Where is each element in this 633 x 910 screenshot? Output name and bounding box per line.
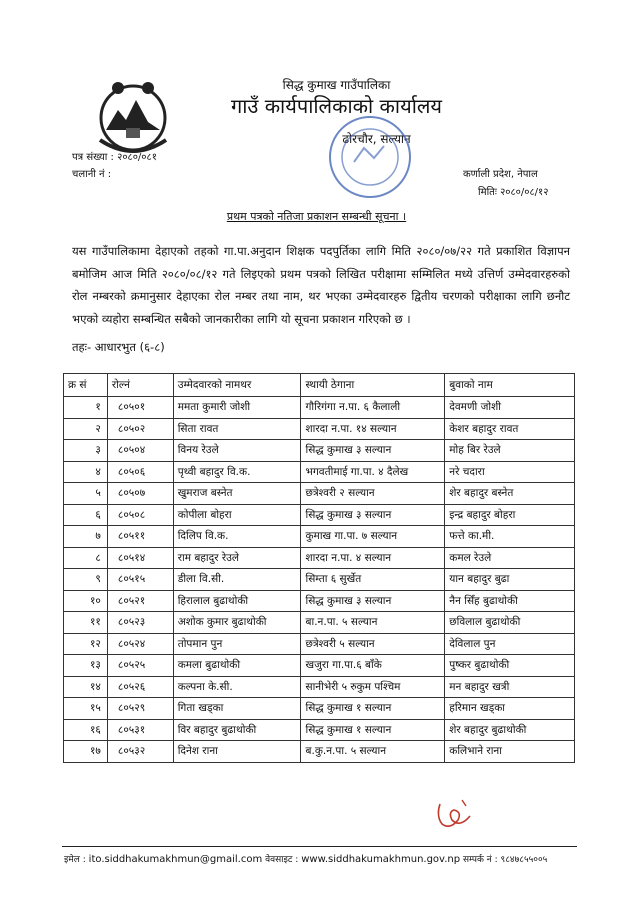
cell-roll: ८०५०७ [107, 483, 173, 505]
cell-father-name: पुष्कर बुढाथोकी [445, 655, 575, 677]
office-stamp-icon [324, 112, 416, 202]
cell-roll: ८०५१४ [107, 547, 173, 569]
notice-title: प्रथम पत्रको नतिजा प्रकाशन सम्बन्धी सूचना । [226, 210, 407, 223]
cell-name: गिता खड्का [173, 698, 301, 720]
cell-name: विर बहादुर बुढाथोकी [173, 719, 301, 741]
table-row [64, 741, 575, 763]
cell-name: सिता रावत [173, 418, 301, 440]
table-row [64, 655, 575, 677]
cell-father-name: शेर बहादुर बुढाथोकी [445, 719, 575, 741]
table-row [64, 397, 575, 419]
footer-email: ito.siddhakumakhmun@gmail.com [88, 854, 263, 865]
cell-father-name: इन्द्र बहादुर बोहरा [445, 504, 575, 526]
results-table [63, 373, 575, 763]
cell-father-name: नैन सिँह बुढाथोकी [445, 590, 575, 612]
office-location: ढोरचौर, सल्यान [342, 132, 411, 146]
cell-roll: ८०५०८ [107, 504, 173, 526]
cell-roll: ८०५०६ [107, 461, 173, 483]
cell-father-name: हरिमान खड्का [445, 698, 575, 720]
cell-roll: ८०५२४ [107, 633, 173, 655]
table-header-row [64, 374, 575, 397]
cell-name: अशोक कुमार बुढाथोकी [173, 612, 301, 634]
cell-address: सिद्ध कुमाख ३ सल्यान [301, 440, 445, 462]
cell-name: राम बहादुर रेउले [173, 547, 301, 569]
signature-icon [432, 796, 476, 830]
table-body [64, 397, 575, 763]
cell-roll: ८०५२६ [107, 676, 173, 698]
table-row [64, 504, 575, 526]
cell-serial: ९ [64, 569, 108, 591]
cell-serial: १३ [64, 655, 108, 677]
cell-address: छत्रेश्वरी ५ सल्यान [301, 633, 445, 655]
cell-father-name: फत्ते का.मी. [445, 526, 575, 548]
col-candidate-name: उम्मेदवारको नामथर [173, 374, 301, 397]
cell-address: गौरिगंगा न.पा. ६ कैलाली [301, 397, 445, 419]
col-roll: रोल्नं [107, 374, 173, 397]
cell-name: डीला वि.सी. [173, 569, 301, 591]
level-category: तहः- आधारभुत (६-८) [72, 340, 165, 354]
table-row [64, 483, 575, 505]
cell-father-name: छविलाल बुढाथोकी [445, 612, 575, 634]
cell-address: शारदा न.पा. १४ सल्यान [301, 418, 445, 440]
cell-serial: ७ [64, 526, 108, 548]
cell-serial: १० [64, 590, 108, 612]
cell-serial: ५ [64, 483, 108, 505]
cell-roll: ८०५३१ [107, 719, 173, 741]
cell-serial: ६ [64, 504, 108, 526]
cell-serial: ३ [64, 440, 108, 462]
cell-serial: १ [64, 397, 108, 419]
table-row [64, 676, 575, 698]
cell-address: कुमाख गा.पा. ७ सल्यान [301, 526, 445, 548]
footer-phone: ९८४७८५५००५ [500, 855, 548, 865]
cell-address: बा.न.पा. ५ सल्यान [301, 612, 445, 634]
notice-body: यस गाउँपालिकामा देहाएको तहको गा.पा.अनुदान शिक्षक पदपुर्तिका लागि मिति २०८०/०७/२२ गते प्रकाशित विज्ञापन बमोजिम आज मिति २०८०/०८/१२ गते लिइएको प्रथम पत्रको लिखित परीक्षामा सम्मिलित मध्ये उत्तिर्ण उम्मेदवारहरुको रोल नम्बरको क्रमानुसार देहाएका रोल नम्बर तथा नाम, थर भएका उम्मेदवारहरु द्वितीय चरणको परीक्षाका लागि छनौट भएको व्यहोरा सम्बन्धित सबैको जानकारीका लागि यो सूचना प्रकाशन गरिएको छ । [72, 244, 570, 326]
cell-address: खजुरा गा.पा.६ बाँके [301, 655, 445, 677]
table-row [64, 590, 575, 612]
table-row [64, 633, 575, 655]
cell-father-name: कलिभाने राना [445, 741, 575, 763]
table-row [64, 461, 575, 483]
cell-address: सिद्ध कुमाख ३ सल्यान [301, 504, 445, 526]
cell-father-name: देवमणी जोशी [445, 397, 575, 419]
cell-roll: ८०५२३ [107, 612, 173, 634]
table-row [64, 612, 575, 634]
table-row [64, 526, 575, 548]
cell-name: कमला बुढाथोकी [173, 655, 301, 677]
footer-divider [62, 846, 577, 847]
dispatch-number-label: चलानी नं : [72, 169, 112, 180]
cell-name: दिलिप वि.क. [173, 526, 301, 548]
cell-name: तोपमान पुन [173, 633, 301, 655]
cell-serial: ४ [64, 461, 108, 483]
cell-address: सिद्ध कुमाख १ सल्यान [301, 698, 445, 720]
province-name: कर्णाली प्रदेश, नेपाल [463, 169, 538, 180]
cell-name: कोपीला बोहरा [173, 504, 301, 526]
col-address: स्थायी ठेगाना [301, 374, 445, 397]
cell-address: सिम्ता ६ सुर्खेत [301, 569, 445, 591]
letter-number: पत्र संख्या : २०८०/०८१ [72, 152, 157, 163]
cell-serial: १५ [64, 698, 108, 720]
table-row [64, 698, 575, 720]
cell-father-name: कमल रेउले [445, 547, 575, 569]
cell-roll: ८०५२९ [107, 698, 173, 720]
cell-father-name: मन बहादुर खत्री [445, 676, 575, 698]
cell-address: ब.कु.न.पा. ५ सल्यान [301, 741, 445, 763]
table-row [64, 719, 575, 741]
table-row [64, 547, 575, 569]
cell-roll: ८०५२१ [107, 590, 173, 612]
col-father-name: बुवाको नाम [445, 374, 575, 397]
municipality-name: सिद्ध कुमाख गाउँपालिका [282, 78, 391, 92]
cell-roll: ८०५०१ [107, 397, 173, 419]
cell-name: खुमराज बस्नेत [173, 483, 301, 505]
cell-roll: ८०५०२ [107, 418, 173, 440]
cell-roll: ८०५०४ [107, 440, 173, 462]
cell-name: विनय रेउले [173, 440, 301, 462]
cell-name: दिनेश राना [173, 741, 301, 763]
cell-address: छत्रेश्वरी २ सल्यान [301, 483, 445, 505]
cell-address: सिद्ध कुमाख १ सल्यान [301, 719, 445, 741]
cell-serial: २ [64, 418, 108, 440]
cell-father-name: देविलाल पुन [445, 633, 575, 655]
cell-serial: १४ [64, 676, 108, 698]
cell-serial: ११ [64, 612, 108, 634]
cell-roll: ८०५३२ [107, 741, 173, 763]
cell-name: पृथ्वी बहादुर वि.क. [173, 461, 301, 483]
cell-serial: १२ [64, 633, 108, 655]
notice-date: मितिः २०८०/०८/१२ [478, 187, 549, 198]
table-row [64, 418, 575, 440]
col-serial: क्र सं [64, 374, 108, 397]
cell-father-name: केशर बहादुर रावत [445, 418, 575, 440]
cell-roll: ८०५२५ [107, 655, 173, 677]
footer-website: www.siddhakumakhmun.gov.np [301, 854, 461, 865]
cell-father-name: शेर बहादुर बस्नेत [445, 483, 575, 505]
cell-serial: १६ [64, 719, 108, 741]
office-name: गाउँ कार्यपालिकाको कार्यालय [230, 94, 443, 118]
cell-address: सानीभेरी ५ रुकुम पश्चिम [301, 676, 445, 698]
cell-roll: ८०५११ [107, 526, 173, 548]
cell-father-name: यान बहादुर बुढा [445, 569, 575, 591]
footer-contact: इमेल : ito.siddhakumakhmun@gmail.com वेवसाइट : www.siddhakumakhmun.gov.np सम्पर्क नं : ९८४७८५५००५ [64, 854, 548, 865]
cell-name: हिरालाल बुढाथोकी [173, 590, 301, 612]
cell-name: कल्पना के.सी. [173, 676, 301, 698]
table-row [64, 569, 575, 591]
cell-address: सिद्ध कुमाख ३ सल्यान [301, 590, 445, 612]
cell-name: ममता कुमारी जोशी [173, 397, 301, 419]
cell-roll: ८०५१५ [107, 569, 173, 591]
table-row [64, 440, 575, 462]
cell-address: भगवतीमाई गा.पा. ४ दैलेख [301, 461, 445, 483]
cell-serial: ८ [64, 547, 108, 569]
cell-serial: १७ [64, 741, 108, 763]
cell-address: शारदा न.पा. ४ सल्यान [301, 547, 445, 569]
cell-father-name: नरे चदारा [445, 461, 575, 483]
cell-father-name: मोह बिर रेउले [445, 440, 575, 462]
